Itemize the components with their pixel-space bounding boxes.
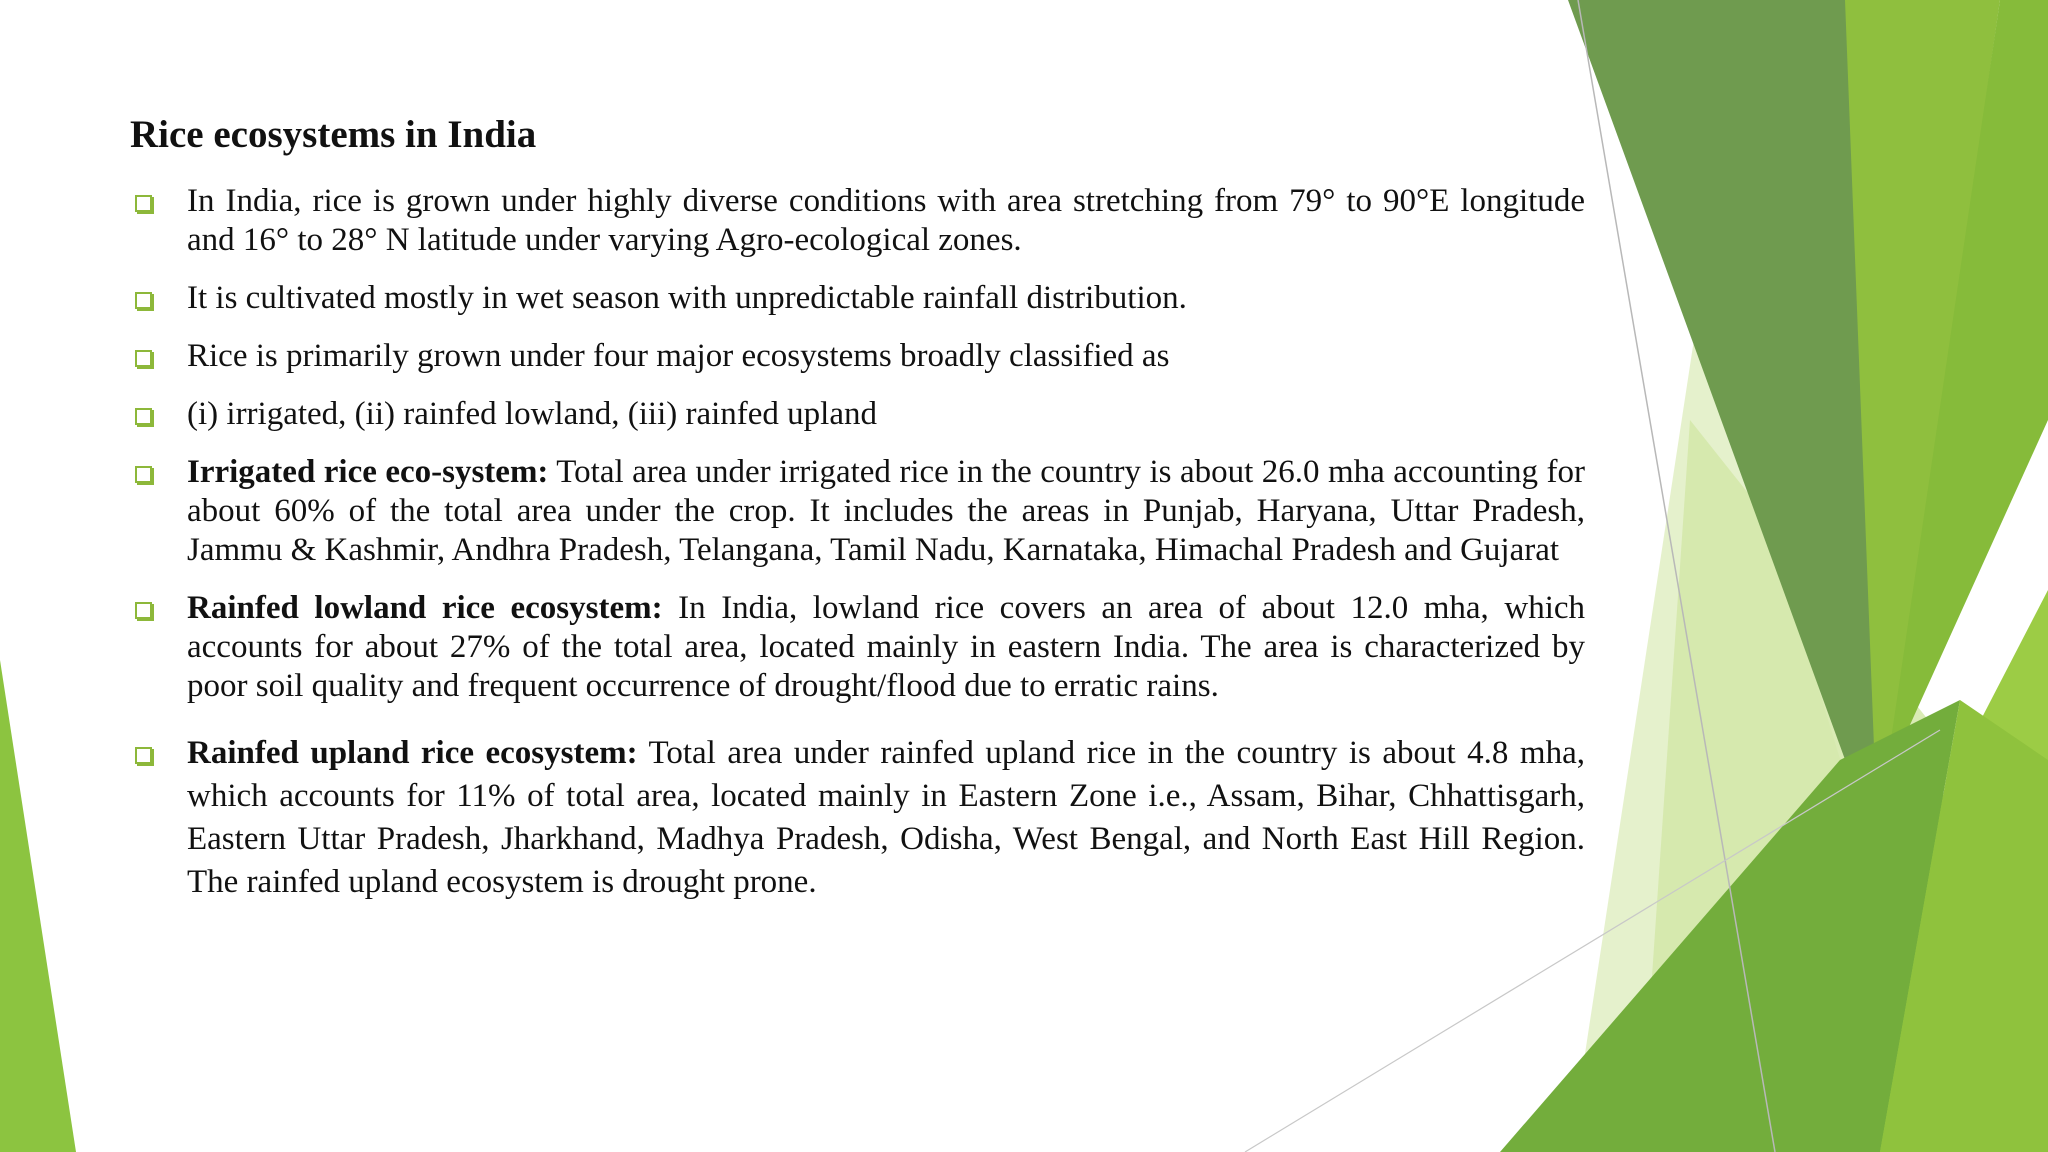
bullet-item xyxy=(130,279,1585,318)
left-edge-shape xyxy=(0,660,76,1152)
bullet-item-rainfed-upland xyxy=(130,732,1585,904)
bullet-item-irrigated xyxy=(130,453,1585,570)
square-outline-bullet-icon xyxy=(135,747,152,764)
bullet-text: Rice is primarily grown under four major ecosystems broadly classified as xyxy=(187,338,1170,374)
bullet-list xyxy=(130,182,1585,923)
bullet-item xyxy=(130,182,1585,260)
bullet-text: It is cultivated mostly in wet season with unpredictable rainfall distribution. xyxy=(187,280,1187,316)
slide-title: Rice ecosystems in India xyxy=(130,113,537,156)
square-outline-bullet-icon xyxy=(135,408,152,425)
square-outline-bullet-icon xyxy=(135,292,152,309)
square-outline-bullet-icon xyxy=(135,466,152,483)
bullet-text: In India, rice is grown under highly diverse conditions with area stretching from 79° to 90°E longitude and 16° to 28° N latitude under varying Agro-ecological zones. xyxy=(187,183,1585,258)
bullet-text: In India, lowland rice covers an area of about 12.0 mha, which accounts for about 27% of the total area, located mainly in eastern India. The area is characterized by poor soil quality and frequent occurrence of drought/flood due to erratic rains. xyxy=(187,590,1586,704)
bullet-text: Total area under rainfed upland rice in the country is about 4.8 mha, which accounts for 11% of total area, located mainly in Eastern Zone i.e., Assam, Bihar, Chhattisgarh, Eastern Uttar Pradesh, Jharkhand, Madhya Pradesh, Odisha, West Bengal, and North East Hill Region. The rainfed upland ecosystem is drought prone. xyxy=(187,735,1585,900)
square-outline-bullet-icon xyxy=(135,350,152,367)
bullet-item xyxy=(130,337,1585,376)
square-outline-bullet-icon xyxy=(135,602,152,619)
bullet-item xyxy=(130,395,1585,434)
bullet-text: (i) irrigated, (ii) rainfed lowland, (iii) rainfed upland xyxy=(187,396,877,432)
bullet-item-rainfed-lowland xyxy=(130,589,1585,706)
bullet-term: Rainfed lowland rice ecosystem: xyxy=(187,590,663,626)
bullet-term: Irrigated rice eco-system: xyxy=(187,454,549,490)
bullet-term: Rainfed upland rice ecosystem: xyxy=(187,735,638,771)
bullet-text: Total area under irrigated rice in the country is about 26.0 mha accounting for about 60% of the total area under the crop. It includes the areas in Punjab, Haryana, Uttar Pradesh, Jammu & Kashmir, Andhra Pradesh, Telangana, Tamil Nadu, Karnataka, Himachal Pradesh and Gujarat xyxy=(187,454,1585,568)
square-outline-bullet-icon xyxy=(135,195,152,212)
